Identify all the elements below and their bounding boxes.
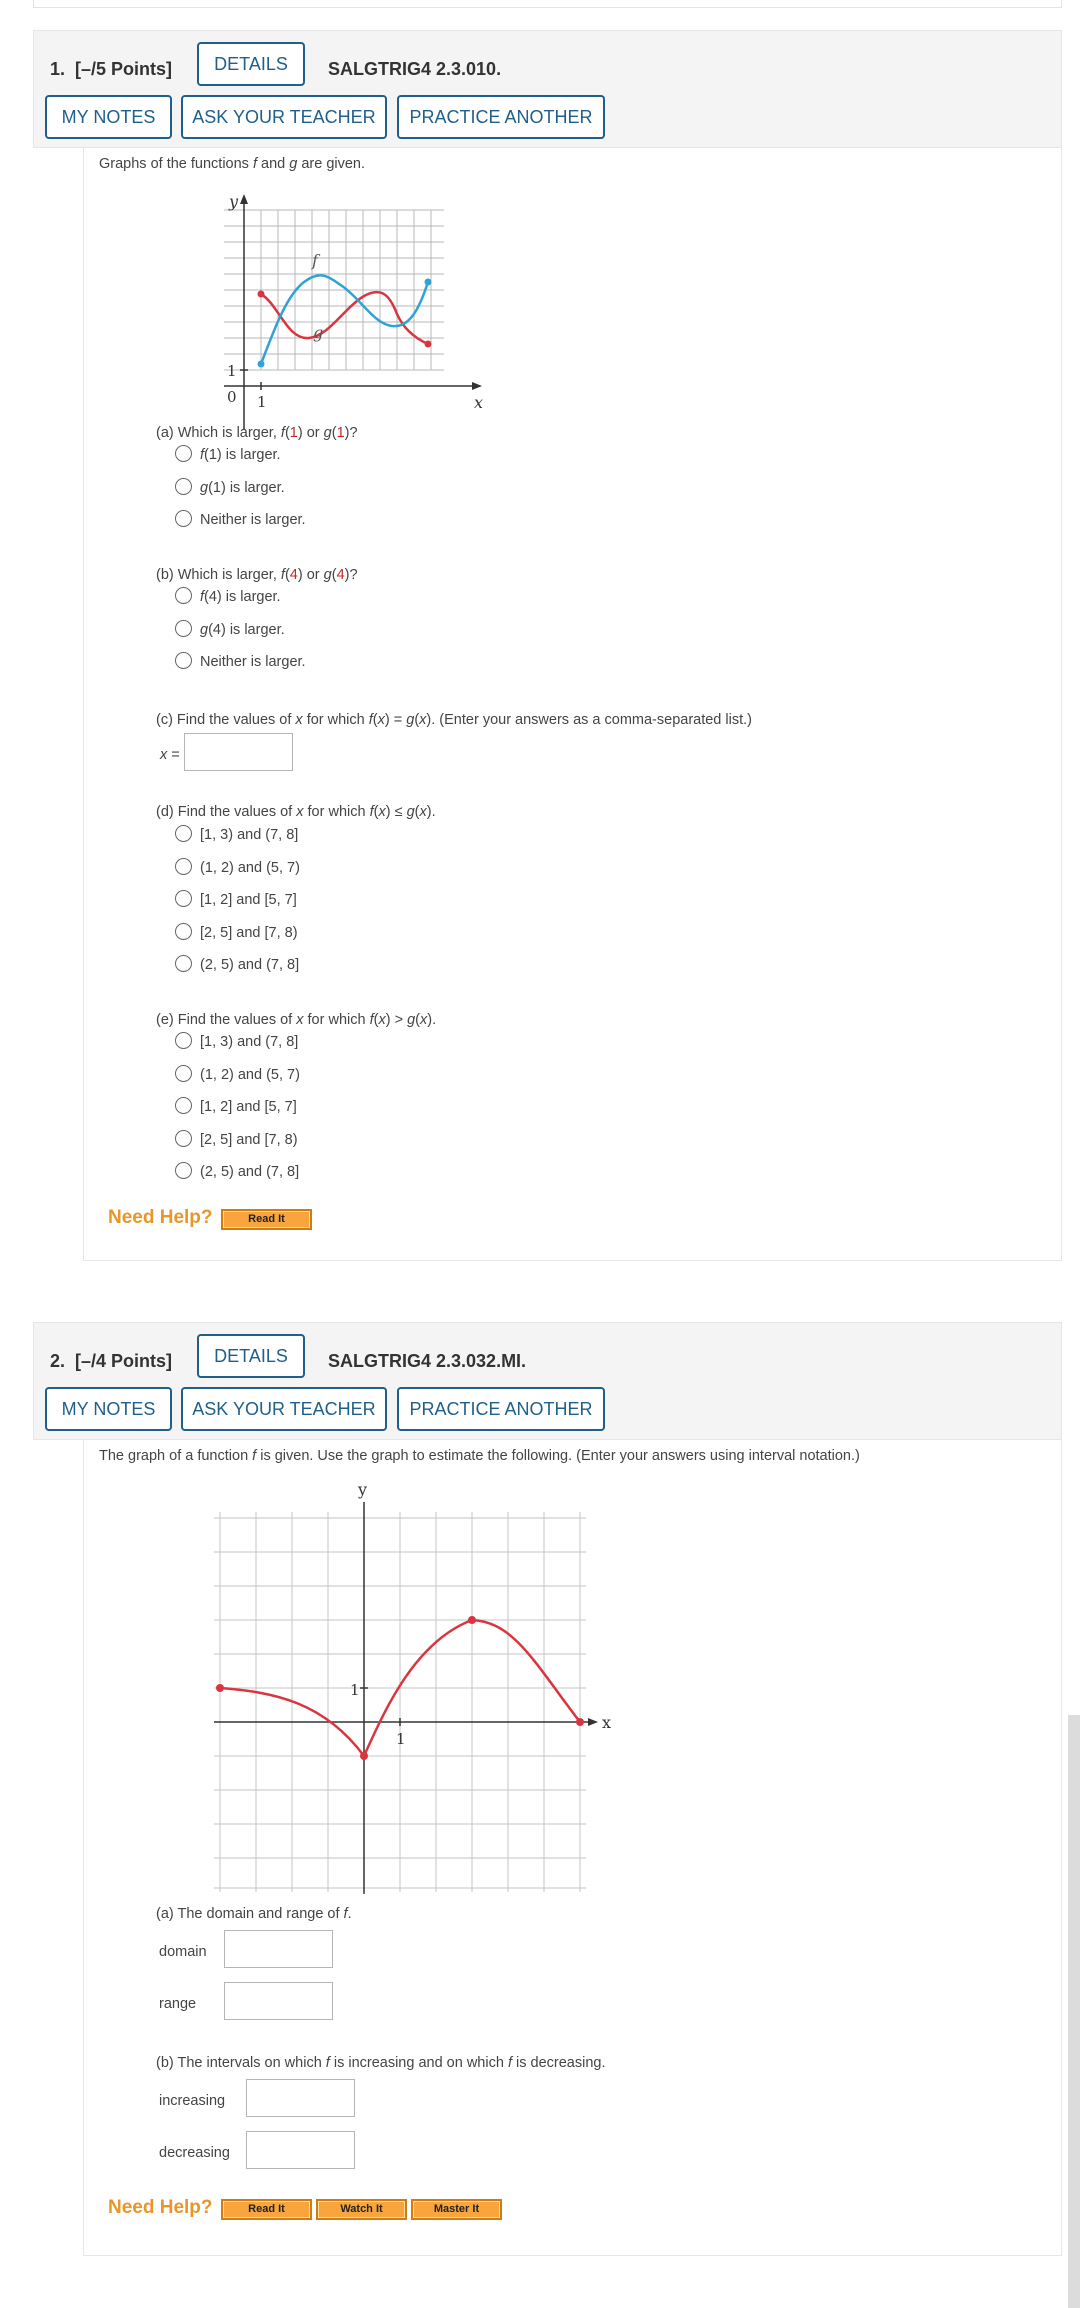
domain-label: domain	[159, 1944, 207, 1960]
need-help-label: Need Help?	[108, 1207, 213, 1228]
increasing-input[interactable]	[246, 2079, 355, 2117]
f-vertex-min	[360, 1752, 368, 1760]
practice-another-button[interactable]: PRACTICE ANOTHER	[397, 1387, 605, 1431]
details-button[interactable]: DETAILS	[197, 42, 305, 86]
question-2-number: 2. [–/4 Points]	[50, 1351, 173, 1371]
fg-tick-y-label: 1	[227, 362, 237, 380]
question-2	[33, 1322, 1062, 2256]
read-it-button[interactable]: Read It	[221, 2199, 312, 2220]
decreasing-input[interactable]	[246, 2131, 355, 2169]
f-tick-x-label: 1	[396, 1730, 406, 1748]
part-e-option-2-radio[interactable]	[175, 1065, 192, 1082]
f-endpoint-left	[216, 1684, 224, 1692]
f-tick-y-label: 1	[350, 1681, 360, 1699]
fg-y-axis-label: y	[229, 192, 239, 211]
part-c-answer-input[interactable]	[184, 733, 293, 771]
part-d-option-5-label: (2, 5) and (7, 8]	[200, 957, 300, 973]
read-it-button[interactable]: Read It	[221, 1209, 312, 1230]
part-b-option-2-label: g(4) is larger.	[200, 622, 285, 638]
watch-it-button[interactable]: Watch It	[316, 2199, 407, 2220]
part-c-answer-label: x =	[160, 747, 180, 763]
f-endpoint-end	[425, 279, 432, 286]
part-b-option-3-label: Neither is larger.	[200, 654, 306, 670]
f-vertex-max	[468, 1616, 476, 1624]
master-it-button[interactable]: Master It	[411, 2199, 502, 2220]
question-2-code: SALGTRIG4 2.3.032.MI.	[328, 1351, 527, 1371]
part-b-option-3-radio[interactable]	[175, 652, 192, 669]
part-a-option-2-radio[interactable]	[175, 478, 192, 495]
increasing-label: increasing	[159, 2093, 226, 2109]
part-d-option-2-radio[interactable]	[175, 858, 192, 875]
part-e-option-3-radio[interactable]	[175, 1097, 192, 1114]
my-notes-button[interactable]: MY NOTES	[45, 95, 172, 139]
part-d-option-1-label: [1, 3) and (7, 8]	[200, 827, 299, 843]
part-b-option-1-radio[interactable]	[175, 587, 192, 604]
part-a-option-3-radio[interactable]	[175, 510, 192, 527]
part-e-option-5-radio[interactable]	[175, 1162, 192, 1179]
question-1-prompt: Graphs of the functions f and g are given.	[99, 156, 366, 172]
g-endpoint-start	[258, 291, 265, 298]
fg-grid	[224, 210, 444, 370]
part-b-option-1-label: f(4) is larger.	[200, 589, 281, 605]
f-endpoint-start	[258, 361, 265, 368]
fg-y-arrow	[240, 194, 248, 204]
part-d-option-3-label: [1, 2] and [5, 7]	[200, 892, 297, 908]
f-curve	[261, 275, 428, 364]
domain-input[interactable]	[224, 1930, 333, 1968]
q2-part-a-question: (a) The domain and range of f.	[156, 1906, 352, 1922]
question-2-points: [–/4 Points]	[75, 1351, 173, 1371]
question-1-body	[83, 148, 1062, 1261]
question-2-header	[33, 1322, 1062, 1440]
range-input[interactable]	[224, 1982, 333, 2020]
part-d-question: (d) Find the values of x for which f(x) ≤ g(x).	[156, 804, 436, 820]
f-graph	[214, 1482, 614, 1902]
part-e-question: (e) Find the values of x for which f(x) > g(x).	[156, 1012, 437, 1028]
details-button[interactable]: DETAILS	[197, 1334, 305, 1378]
f-endpoint-right	[576, 1718, 584, 1726]
page-scrollbar[interactable]	[1068, 1715, 1080, 2308]
g-endpoint-end	[425, 341, 432, 348]
part-d-option-1-radio[interactable]	[175, 825, 192, 842]
fg-x-axis-label: x	[474, 393, 484, 412]
need-help-label: Need Help?	[108, 2197, 213, 2218]
ask-your-teacher-button[interactable]: ASK YOUR TEACHER	[181, 1387, 387, 1431]
part-a-option-3-label: Neither is larger.	[200, 512, 306, 528]
decreasing-label: decreasing	[159, 2145, 230, 2161]
f-y-axis-label: y	[358, 1482, 368, 1499]
part-d-option-2-label: (1, 2) and (5, 7)	[200, 860, 300, 876]
part-c-question: (c) Find the values of x for which f(x) = g(x). (Enter your answers as a comma-separated list.)	[156, 712, 752, 728]
q2-part-b-question: (b) The intervals on which f is increasing and on which f is decreasing.	[156, 2055, 606, 2071]
part-e-option-1-radio[interactable]	[175, 1032, 192, 1049]
previous-panel-edge	[33, 0, 1062, 8]
part-b-question: (b) Which is larger, f(4) or g(4)?	[156, 567, 358, 583]
fg-origin-label: 0	[227, 388, 237, 406]
ask-your-teacher-button[interactable]: ASK YOUR TEACHER	[181, 95, 387, 139]
part-a-option-1-radio[interactable]	[175, 445, 192, 462]
question-1-number: 1. [–/5 Points]	[50, 59, 173, 79]
question-2-prompt: The graph of a function f is given. Use the graph to estimate the following. (Enter your answers using interval notation.)	[99, 1448, 860, 1464]
question-2-body	[83, 1440, 1062, 2256]
range-label: range	[159, 1996, 197, 2012]
my-notes-button[interactable]: MY NOTES	[45, 1387, 172, 1431]
part-d-option-5-radio[interactable]	[175, 955, 192, 972]
part-e-option-4-label: [2, 5] and [7, 8)	[200, 1132, 298, 1148]
f-x-arrow	[588, 1718, 598, 1726]
part-d-option-4-label: [2, 5] and [7, 8)	[200, 925, 298, 941]
question-1-code: SALGTRIG4 2.3.010.	[328, 59, 502, 79]
part-e-option-3-label: [1, 2] and [5, 7]	[200, 1099, 297, 1115]
f-grid	[214, 1512, 586, 1892]
part-e-option-5-label: (2, 5) and (7, 8]	[200, 1164, 300, 1180]
question-1-points: [–/5 Points]	[75, 59, 173, 79]
part-e-option-1-label: [1, 3) and (7, 8]	[200, 1034, 299, 1050]
part-e-option-2-label: (1, 2) and (5, 7)	[200, 1067, 300, 1083]
question-1-header	[33, 30, 1062, 148]
fg-x-arrow	[472, 382, 482, 390]
part-a-option-2-label: g(1) is larger.	[200, 480, 285, 496]
part-b-option-2-radio[interactable]	[175, 620, 192, 637]
f-curve-label: f	[312, 251, 318, 270]
part-d-option-4-radio[interactable]	[175, 923, 192, 940]
fg-tick-x-label: 1	[257, 393, 267, 411]
question-1	[33, 30, 1062, 1261]
part-a-question: (a) Which is larger, f(1) or g(1)?	[156, 425, 358, 441]
g-curve	[261, 292, 428, 344]
part-a-option-1-label: f(1) is larger.	[200, 447, 281, 463]
part-d-option-3-radio[interactable]	[175, 890, 192, 907]
g-curve-label: g	[313, 323, 324, 342]
fg-graph	[224, 190, 504, 430]
practice-another-button[interactable]: PRACTICE ANOTHER	[397, 95, 605, 139]
part-e-option-4-radio[interactable]	[175, 1130, 192, 1147]
f-x-axis-label: x	[602, 1713, 612, 1732]
